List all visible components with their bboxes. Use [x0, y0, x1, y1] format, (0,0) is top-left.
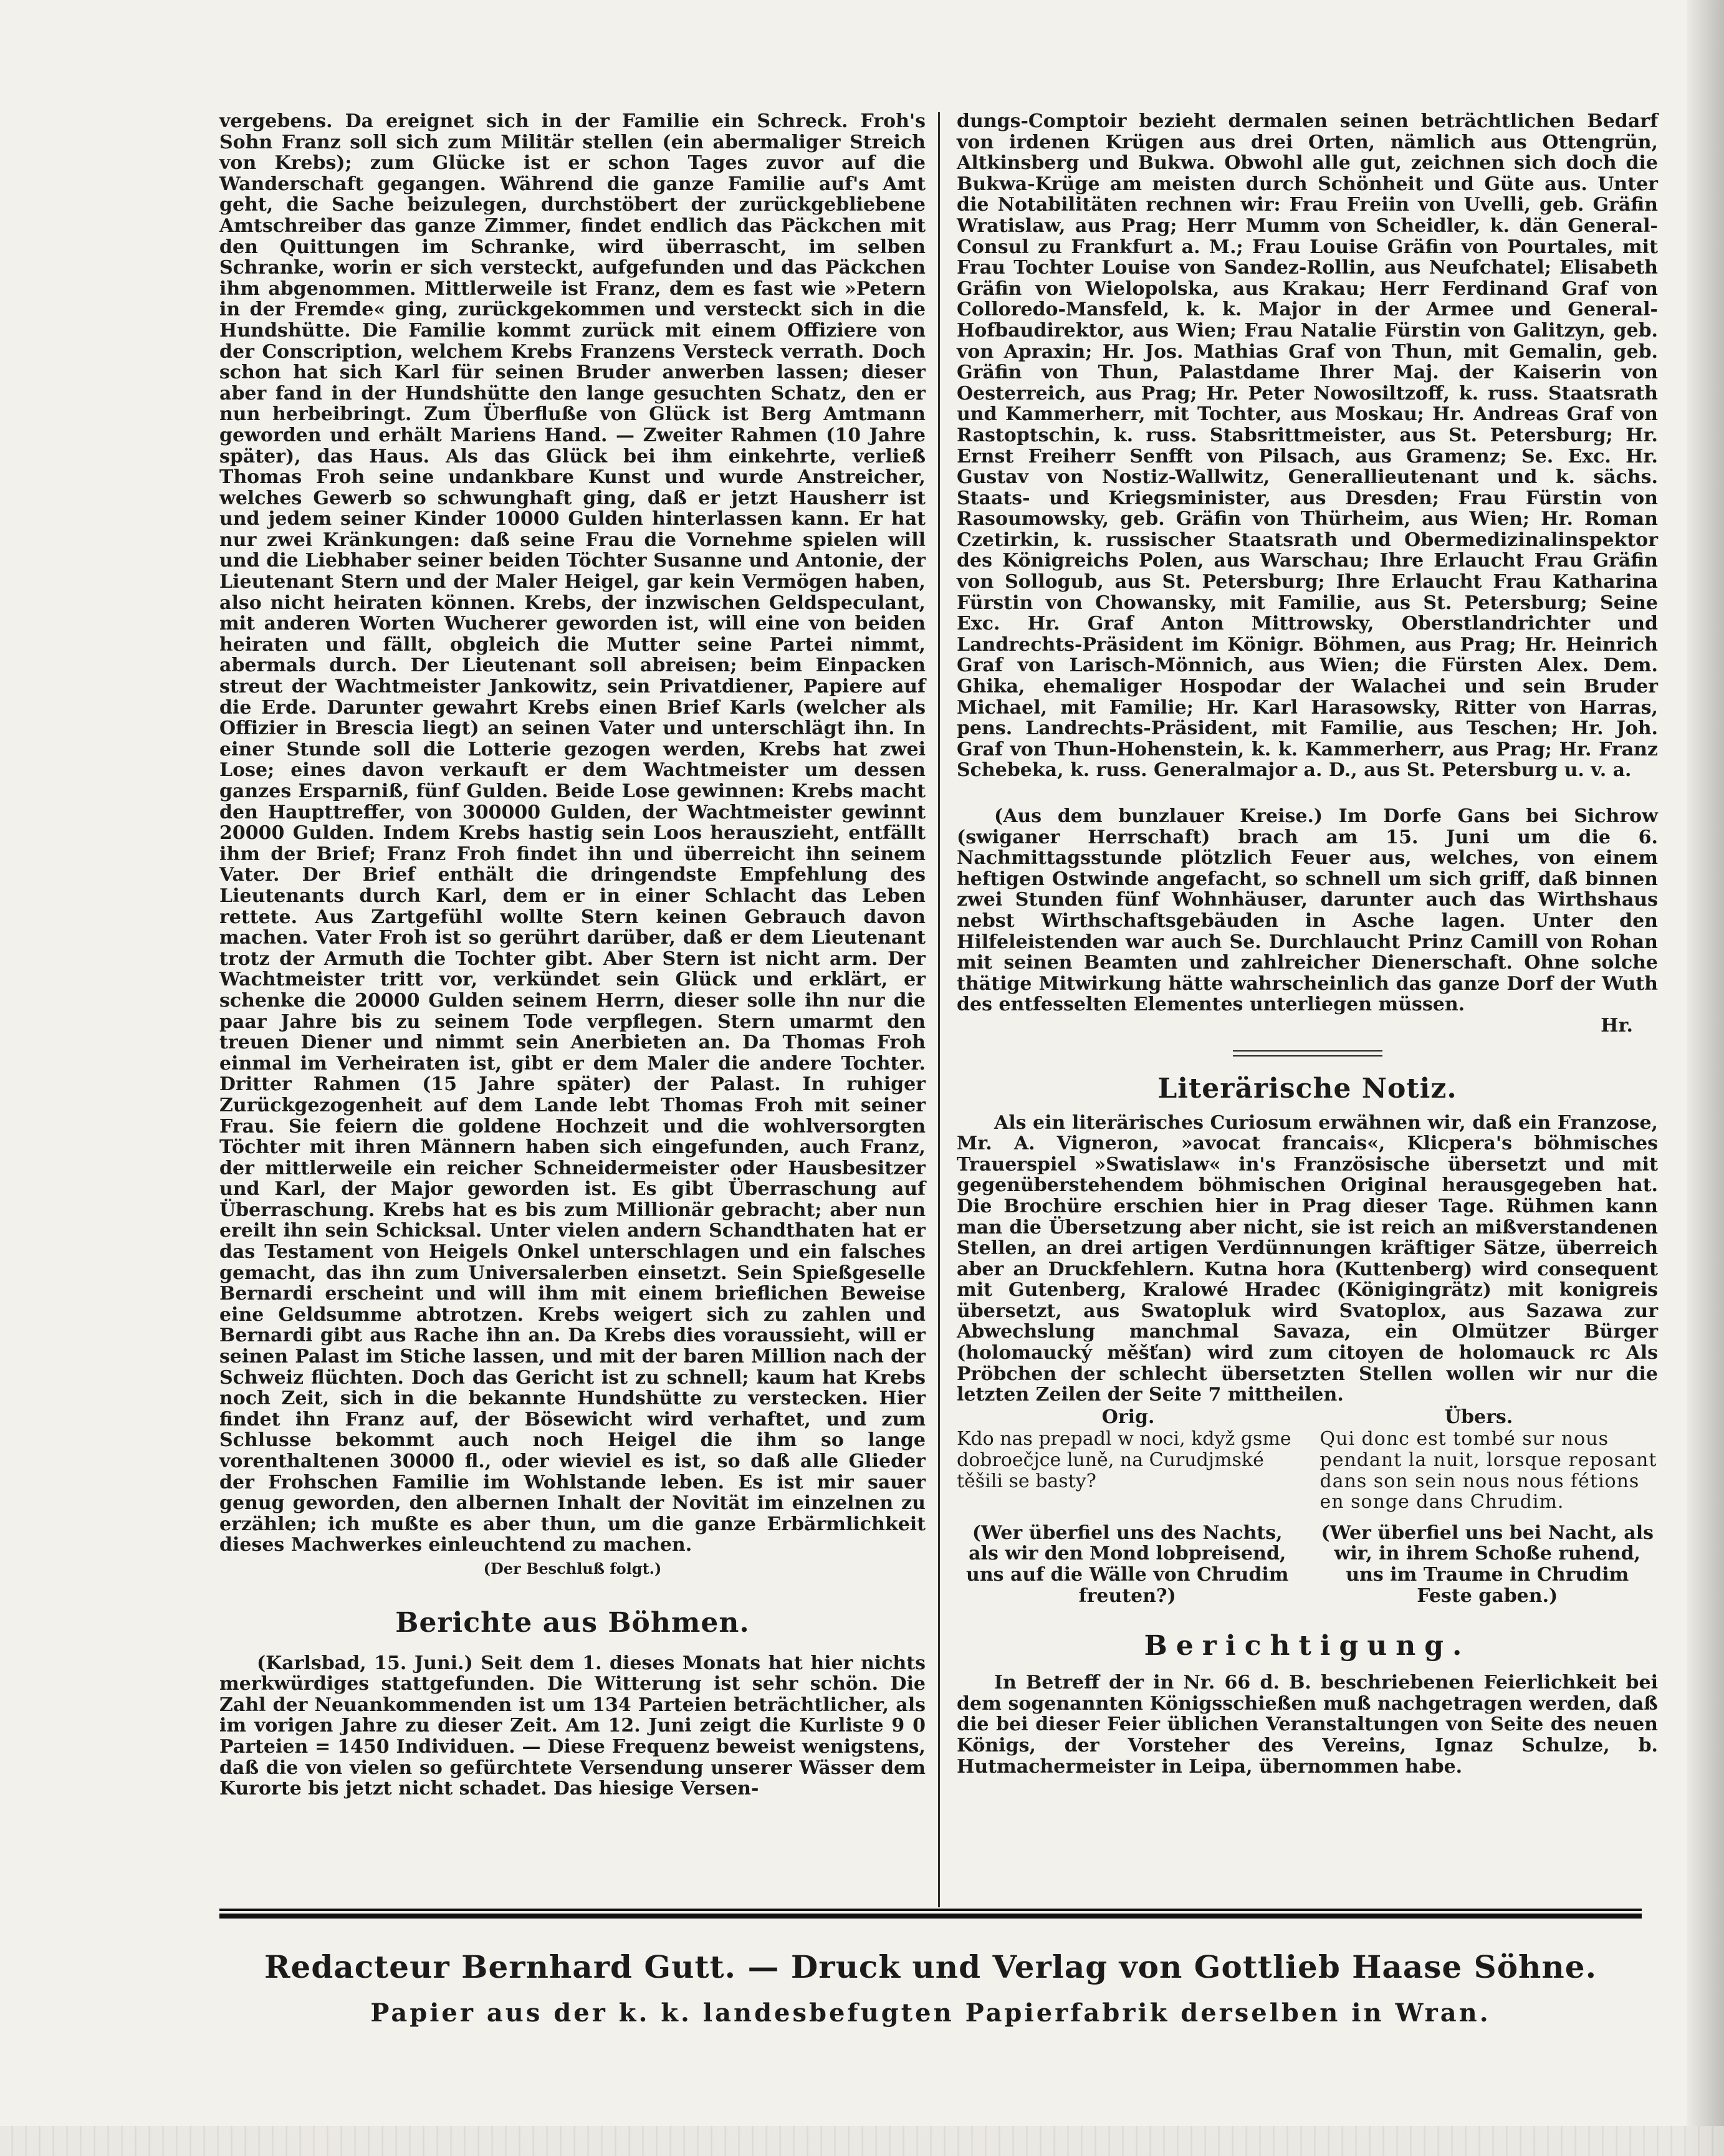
- section-rule: [1233, 1050, 1382, 1056]
- karlsbad-continuation: dungs-Comptoir bezieht dermalen seinen beträchtlichen Bedarf von irdenen Krügen aus drei Orten, nämlich aus Ottengrün, Altkinsberg und Bukwa. Obwohl alle gut, zeichnen sich doch die Bukwa-Krüge am meisten durch Schönheit und Güte aus. Unter die Notabilitäten rechnen wir: Frau Freiin von Uvelli, geb. Gräfin Wratislaw, aus Prag; Herr Mumm von Scheidler, k. dän General-Consul zu Frankfurt a. M.; Frau Louise Gräfin von Pourtales, mit Frau Tochter Louise von Sandez-Rollin, aus Neufchatel; Elisabeth Gräfin von Wielopolska, aus Krakau; Herr Ferdinand Graf von Colloredo-Mansfeld, k. k. Major in der Armee und General-Hofbaudirektor, aus Wien; Frau Natalie Fürstin von Galitzyn, geb. von Apraxin; Hr. Jos. Mathias Graf von Thun, mit Gemalin, geb. Gräfin von Thun, Palastdame Ihrer Maj. der Kaiserin von Oesterreich, aus Prag; Hr. Peter Nowosiltzoff, k. russ. Staatsrath und Kammerherr, mit Tochter, aus Moskau; Hr. Andreas Graf von Rastoptschin, k. russ. Stabsrittmeister, aus St. Petersburg; Hr. Ernst Freiherr Senfft von Pilsach, aus Gramenz; Se. Exc. Hr. Gustav von Nostiz-Wallwitz, Generallieutenant und k. sächs. Staats- und Kriegsminister, aus Dresden; Frau Fürstin von Rasoumowsky, geb. Gräfin von Thürheim, aus Wien; Hr. Roman Czetirkin, k. russischer Staatsrath und Obermedizinalinspektor des Königreichs Polen, aus Warschau; Ihre Erlaucht Frau Gräfin von Sollogub, aus St. Petersburg; Ihre Erlaucht Frau Katharina Fürstin von Chowansky, mit Familie, aus St. Petersburg; Seine Exc. Hr. Graf Anton Mittrowsky, Oberstlandrichter und Landrechts-Präsident im Königr. Böhmen, aus Prag; Hr. Heinrich Graf von Larisch-Mönnich, aus Wien; die Fürsten Alex. Dem. Ghika, ehemaliger Hospodar der Walachei und sein Bruder Michael, mit Familie; Hr. Karl Harasowsky, Ritter von Harras, pens. Landrechts-Präsident, mit Familie, aus Teschen; Hr. Joh. Graf von Thun-Hohenstein, k. k. Kammerherr, aus Prag; Hr. Franz Schebeka, k. russ. Generalmajor a. D., aus St. Petersburg u. v. a.: [957, 110, 1658, 782]
- german-left: (Wer überfiel uns des Nachts, als wir den Mond lobpreisend, uns auf die Wälle von Chrudim freuten?): [966, 1521, 1289, 1607]
- bunzlau-signature: Hr.: [1601, 1014, 1633, 1037]
- page-edge-shadow: [1687, 0, 1724, 2156]
- left-column: [219, 111, 926, 1799]
- section-title-notiz: Literärische Notiz.: [1157, 1072, 1457, 1104]
- footer-imprint: Redacteur Bernhard Gutt. — Druck und Verlag von Gottlieb Haase Söhne.: [264, 1948, 1597, 1985]
- footer-rule: [219, 1909, 1642, 1919]
- notiz-text: Als ein literärisches Curiosum erwähnen wir, daß ein Franzose, Mr. A. Vigneron, »avocat francais«, Klicpera's böhmisches Trauerspiel »Swatislaw« in's Französische übersetzt und mit gegenüberstehendem böhmischen Original herausgegeben hat. Die Brochüre erschien hier in Prag dieser Tage. Rühmen kann man die Übersetzung aber nicht, sie ist reich an mißverstandenen Stellen, an drei artigen Verdünnungen kräftiger Sätze, überreich aber an Druckfehlern. Kutna hora (Kuttenberg) wird consequent mit Gutenberg, Kralowé Hradec (Königingrätz) mit konigreis übersetzt, aus Swatopluk wird Svatoplox, aus Sazawa zur Abwechslung manchmal Savaza, ein Olmützer Bürger (holomaucký měšťan) wird zum citoyen de holomauck rc Als Pröbchen der schlecht übersetzten Stellen wollen wir nur die letzten Zeilen der Seite 7 mittheilen.: [957, 1111, 1658, 1406]
- bunzlau-text: (Aus dem bunzlauer Kreise.) Im Dorfe Gans bei Sichrow (swiganer Herrschaft) brach am 15. Juni um die 6. Nachmittagsstunde plötzlich Feuer aus, welches, von einem heftigen Ostwinde angefacht, so schnell um sich griff, daß binnen zwei Stunden fünf Wohnhäuser, darunter auch das Wirthshaus nebst Wirthschaftsgebäuden in Asche lagen. Unter den Hilfeleistenden war auch Se. Durchlaucht Prinz Camill von Rohan mit seinen Beamten und zahlreicher Dienerschaft. Ohne solche thätige Mitwirkung hätte wahrscheinlich das ganze Dorf der Wuth des entfesselten Elementes unterliegen müssen.: [957, 805, 1658, 1016]
- orig-label: Orig.: [1101, 1406, 1155, 1428]
- review-text: vergebens. Da ereignet sich in der Familie ein Schreck. Froh's Sohn Franz soll sich zum Militär stellen (ein abermaliger Streich von Krebs); zum Glücke ist er schon Tages zuvor auf die Wanderschaft gegangen. Während die ganze Familie auf's Amt geht, die Sache beizulegen, durchstöbert der zurückgebliebene Amtschreiber das ganze Zimmer, findet endlich das Päckchen mit den Quittungen im Schranke, wird überrascht, im selben Schranke, worin er sich versteckt, aufgefunden und das Päckchen ihm abgenommen. Mittlerweile ist Franz, dem es fast wie »Petern in der Fremde« ging, zurückgekommen und versteckt sich in die Hundshütte. Die Familie kommt zurück mit einem Offiziere von der Conscription, welchem Krebs Franzens Versteck verrath. Doch schon hat sich Karl für seinen Bruder anwerben lassen; dieser aber fand in der Hundshütte den lange gesuchten Schatz, den er nun herbeibringt. Zum Überfluße von Glück ist Berg Amtmann geworden und erhält Mariens Hand. — Zweiter Rahmen (10 Jahre später), das Haus. Als das Glück bei ihm einkehrte, verließ Thomas Froh seine undankbare Kunst und wurde Anstreicher, welches Gewerb so schwunghaft ging, daß er jetzt Hausherr ist und jedem seiner Kinder 10000 Gulden hinterlassen kann. Er hat nur zwei Kränkungen: daß seine Frau die Vornehme spielen will und die Liebhaber seiner beiden Töchter Susanne und Antonie, der Lieutenant Stern und der Maler Heigel, gar kein Vermögen haben, also nicht heiraten können. Krebs, der inzwischen Geldspeculant, mit anderen Worten Wucherer geworden ist, will eine von beiden heiraten und fällt, obgleich die Mutter seine Partei nimmt, abermals durch. Der Lieutenant soll abreisen; beim Einpacken streut der Wachtmeister Jankowitz, sein Privatdiener, Papiere auf die Erde. Darunter gewahrt Krebs einen Brief Karls (welcher als Offizier in Brescia liegt) an seinen Vater und unterschlägt ihn. In einer Stunde soll die Lotterie gezogen werden, Krebs hat zwei Lose; eines davon verkauft er dem Wachtmeister um dessen ganzes Ersparniß, fünf Gulden. Beide Lose gewinnen: Krebs macht den Haupttreffer, von 300000 Gulden, der Wachtmeister gewinnt 20000 Gulden. Indem Krebs hastig sein Loos herauszieht, entfällt ihm der Brief; Franz Froh findet ihn und überreicht ihn seinem Vater. Der Brief enthält die dringendste Empfehlung des Lieutenants durch Karl, dem er in einer Schlacht das Leben rettete. Aus Zartgefühl wollte Stern keinen Gebrauch davon machen. Vater Froh ist so gerührt darüber, daß er dem Lieutenant trotz der Armuth die Tochter gibt. Aber Stern ist nicht arm. Der Wachtmeister tritt vor, verkündet sein Glück und erklärt, er schenke die 20000 Gulden seinem Herrn, dieser solle ihn nur die paar Jahre bis zu seinem Tode verpflegen. Stern umarmt den treuen Diener und nimmt sein Anerbieten an. Da Thomas Froh einmal im Verheiraten ist, gibt er dem Maler die andere Tochter. Dritter Rahmen (15 Jahre später) der Palast. In ruhiger Zurückgezogenheit auf dem Lande lebt Thomas Froh mit seiner Frau. Sie feiern die goldene Hochzeit und die wohlversorgten Töchter mit ihren Männern haben sich eingefunden, auch Franz, der mittlerweile ein reicher Schneidermeister oder Hausbesitzer und Karl, der Major geworden ist. Es gibt Überraschung auf Überraschung. Krebs hat es bis zum Millionär gebracht; aber nun ereilt ihn sein Schicksal. Unter vielen andern Schandthaten hat er das Testament von Heigels Onkel unterschlagen und ein falsches gemacht, das ihn zum Universalerben einsetzt. Sein Spießgeselle Bernardi erscheint und will ihm mit einem brieflichen Beweise eine Geldsumme abtrotzen. Krebs weigert sich zu zahlen und Bernardi gibt aus Rache ihn an. Da Krebs dies voraussieht, will er seinen Palast im Stiche lassen, und mit der baren Million nach der Schweiz flüchten. Doch das Gericht ist zu schnell; kaum hat Krebs noch Zeit, sich in die bekannte Hundshütte zu verstecken. Hier findet ihn Franz auf, der Bösewicht wird verhaftet, und zum Schlusse bekommt auch noch Heigel die ihm so lange vorenthaltenen 30000 fl., oder wieviel es ist, so daß alle Glieder der Frohschen Familie im Wohlstande leben. Es ist mir sauer genug geworden, den albernen Inhalt der Novität im einzelnen zu erzählen; ich mußte es aber thun, um die ganze Erbärmlichkeit dieses Machwerkes einleuchtend zu machen.: [219, 110, 926, 1556]
- section-title-berichte: Berichte aus Böhmen.: [395, 1606, 750, 1639]
- scan-bottom-strip: [0, 2126, 1724, 2156]
- footer-paper-note: Papier aus der k. k. landesbefugten Papierfabrik derselben in Wran.: [370, 1998, 1491, 2028]
- section-title-berichtigung: Berichtigung.: [1144, 1630, 1471, 1662]
- berichtigung-text: In Betreff der in Nr. 66 d. B. beschriebenen Feierlichkeit bei dem sogenannten Königsschießen muß nachgetragen werden, daß die bei dieser Feier üblichen Veranstaltungen von Seite des neuen Königs, der Vorsteher des Vereins, Ignaz Schulze, b. Hutmachermeister in Leipa, übernommen habe.: [957, 1672, 1658, 1778]
- translation-comparison: [957, 1429, 1658, 1512]
- german-translations: [957, 1523, 1658, 1606]
- karlsbad-text: (Karlsbad, 15. Juni.) Seit dem 1. dieses Monats hat hier nichts merkwürdiges stattgefunden. Die Witterung ist sehr schön. Die Zahl der Neuankommenden ist um 134 Parteien beträchtlicher, als im vorigen Jahre zu dieser Zeit. Am 12. Juni zeigt die Kurliste 9 0 Parteien = 1450 Individuen. — Diese Frequenz beweist wenigstens, daß die von vielen so gefürchtete Versendung unserer Wässer dem Kurorte bis jetzt nicht schadet. Das hiesige Versen-: [219, 1652, 926, 1800]
- german-right: (Wer überfiel uns bei Nacht, als wir, in ihrem Schoße ruhend, uns im Traume in Chrudim Feste gaben.): [1321, 1521, 1654, 1607]
- right-column: [957, 111, 1658, 1777]
- translation-header: [957, 1407, 1658, 1428]
- continued-note: (Der Beschluß folgt.): [483, 1559, 662, 1578]
- column-divider: [938, 112, 940, 1907]
- french-translation: Qui donc est tombé sur nous pendant la nuit, lorsque reposant dans son sein nous nous fétions en songe dans Chrudim.: [1319, 1428, 1657, 1513]
- uebers-label: Übers.: [1444, 1406, 1513, 1428]
- czech-original: Kdo nas prepadl w noci, když gsme dobroečjce luně, na Curudjmské těšili se basty?: [957, 1428, 1291, 1492]
